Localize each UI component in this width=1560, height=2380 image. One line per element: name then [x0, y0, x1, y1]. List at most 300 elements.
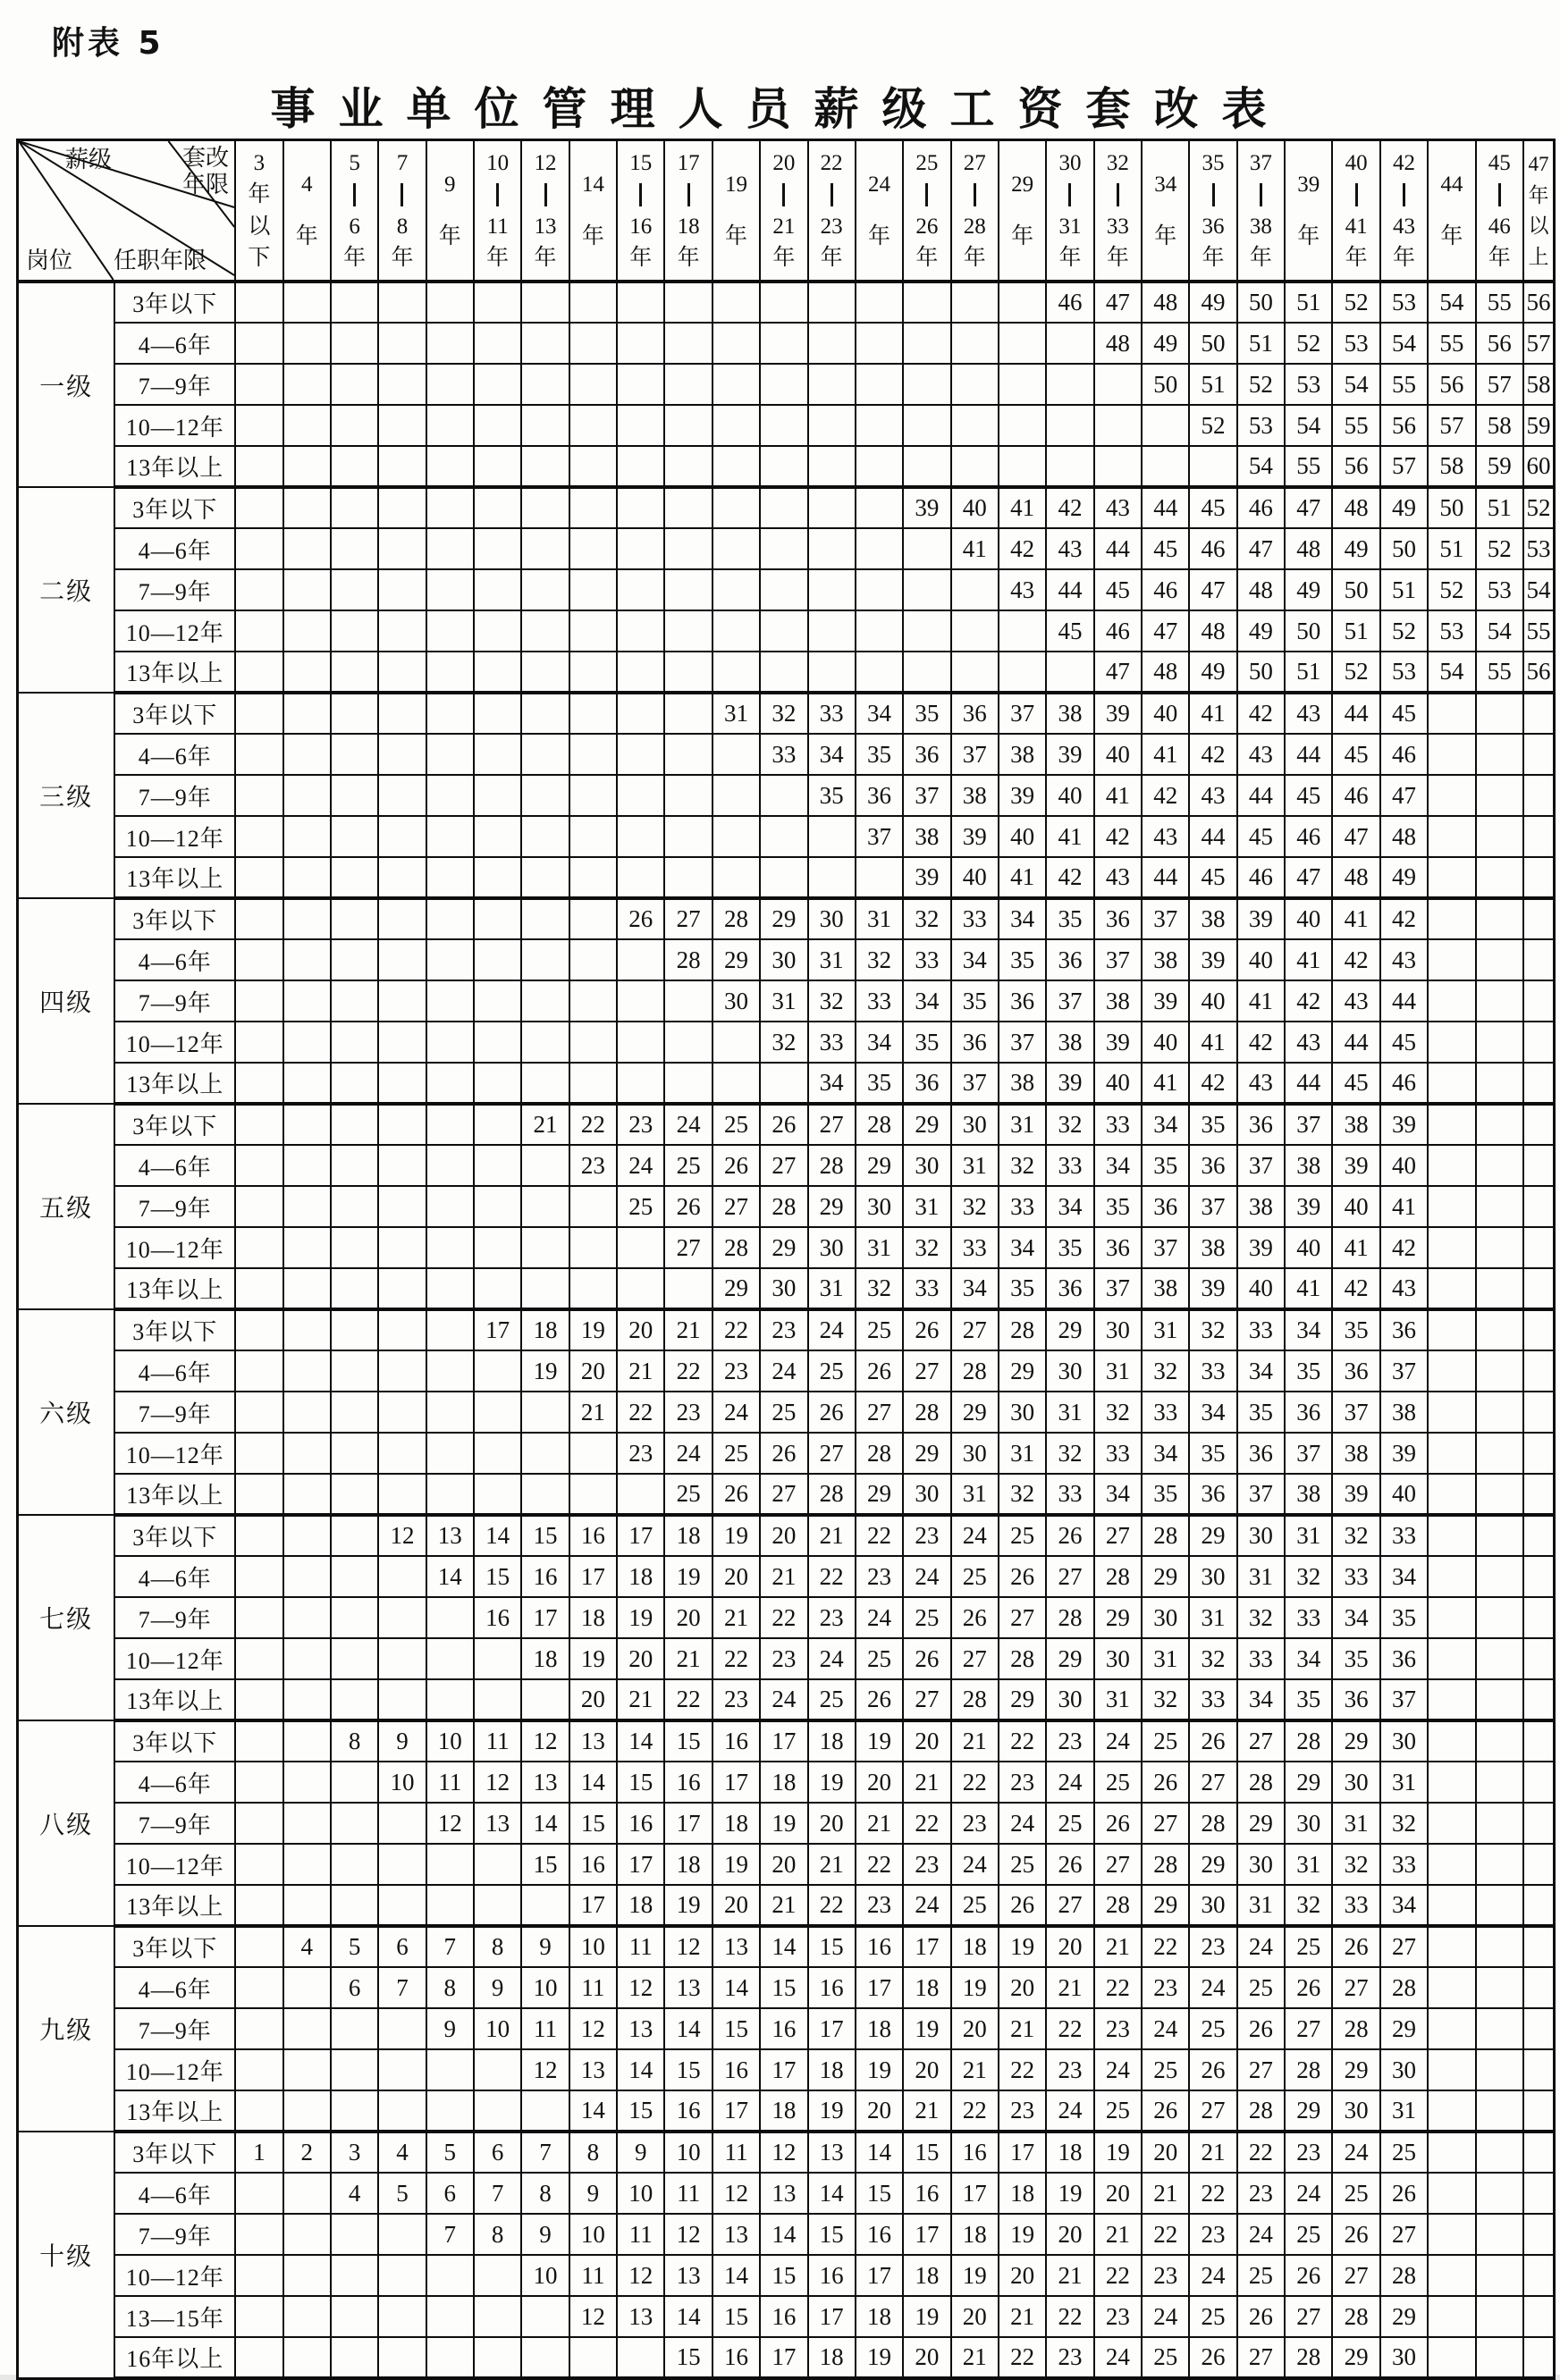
grade-cell [903, 282, 950, 323]
range-dash [1403, 183, 1405, 206]
grade-cell [474, 364, 521, 405]
grade-cell [521, 282, 569, 323]
range-dash [1498, 183, 1501, 206]
grade-cell [951, 282, 999, 323]
grade-cell [1428, 2049, 1475, 2090]
column-header-line: 年 [1488, 246, 1511, 270]
diagonal-corner-cell [18, 140, 236, 282]
grade-cell: 30 [951, 1433, 999, 1474]
grade-cell [283, 405, 331, 446]
grade-cell [235, 1515, 282, 1556]
grade-cell: 11 [569, 2255, 617, 2296]
column-header-line: 3 [253, 151, 266, 176]
grade-cell [1476, 1967, 1523, 2008]
column-header-line: 39 [1297, 172, 1320, 197]
grade-cell: 24 [664, 1104, 712, 1145]
grade-cell: 30 [1380, 2337, 1428, 2378]
grade-cell: 34 [999, 898, 1046, 939]
grade-cell [426, 1679, 474, 1720]
grade-cell: 27 [1237, 2337, 1285, 2378]
grade-cell: 25 [1237, 1967, 1285, 2008]
grade-cell: 44 [1380, 980, 1428, 1022]
grade-cell: 28 [1189, 1803, 1236, 1844]
grade-cell: 11 [521, 2008, 569, 2049]
grade-cell: 48 [1332, 857, 1379, 898]
grade-cell: 19 [903, 2008, 950, 2049]
grade-cell: 40 [1046, 775, 1093, 816]
grade-cell: 39 [1046, 734, 1093, 775]
grade-cell: 27 [713, 1186, 760, 1227]
grade-cell [760, 1063, 807, 1104]
grade-cell: 14 [569, 1762, 617, 1803]
grade-cell [474, 569, 521, 610]
grade-cell [474, 446, 521, 487]
grade-cell [903, 610, 950, 652]
table-row [18, 693, 1555, 734]
position-level-cell: 七级 [18, 1515, 115, 1720]
column-header-line: 以 [248, 214, 271, 239]
grade-cell [378, 610, 426, 652]
grade-cell: 11 [569, 1967, 617, 2008]
grade-cell [808, 323, 856, 364]
grade-cell: 42 [1046, 487, 1093, 528]
grade-cell [331, 282, 378, 323]
grade-cell: 59 [1523, 405, 1555, 446]
grade-cell [378, 652, 426, 693]
grade-cell: 28 [1237, 2090, 1285, 2132]
grade-cell: 26 [1046, 1844, 1093, 1885]
grade-cell: 43 [999, 569, 1046, 610]
grade-cell: 41 [1189, 693, 1236, 734]
grade-cell: 46 [1189, 528, 1236, 569]
grade-cell: 24 [664, 1433, 712, 1474]
grade-cell [664, 282, 712, 323]
grade-cell: 21 [760, 1556, 807, 1597]
grade-cell: 49 [1332, 528, 1379, 569]
grade-cell: 47 [1142, 610, 1189, 652]
grade-cell: 37 [1237, 1145, 1285, 1186]
grade-cell: 54 [1237, 446, 1285, 487]
grade-cell [474, 1268, 521, 1309]
grade-cell: 15 [617, 1762, 664, 1803]
grade-cell [1476, 1104, 1523, 1145]
grade-cell: 23 [1046, 2049, 1093, 2090]
grade-cell [474, 1433, 521, 1474]
grade-cell: 20 [760, 1844, 807, 1885]
grade-cell: 31 [1332, 1803, 1379, 1844]
tenure-cell: 13年以上 [114, 1679, 235, 1720]
grade-cell [664, 487, 712, 528]
grade-cell [1476, 1186, 1523, 1227]
grade-cell: 48 [1142, 282, 1189, 323]
grade-cell: 18 [808, 2337, 856, 2378]
grade-cell [1523, 1104, 1555, 1145]
grade-cell: 26 [951, 1597, 999, 1638]
grade-cell [1523, 939, 1555, 980]
grade-cell: 33 [1380, 1515, 1428, 1556]
grade-cell: 22 [808, 1556, 856, 1597]
grade-cell [856, 652, 903, 693]
grade-cell: 23 [1237, 2173, 1285, 2214]
grade-cell: 18 [760, 2090, 807, 2132]
grade-cell [664, 1063, 712, 1104]
grade-cell [999, 323, 1046, 364]
grade-cell [378, 2255, 426, 2296]
grade-cell [521, 1186, 569, 1227]
grade-cell: 19 [808, 1762, 856, 1803]
grade-cell: 9 [521, 2214, 569, 2255]
grade-cell: 23 [1285, 2132, 1332, 2173]
column-header-line: 年 [1249, 246, 1272, 270]
grade-cell: 41 [1142, 1063, 1189, 1104]
grade-cell [283, 1350, 331, 1392]
grade-cell [1428, 1063, 1475, 1104]
grade-cell: 21 [1094, 2214, 1142, 2255]
grade-cell [378, 2214, 426, 2255]
grade-cell [426, 487, 474, 528]
grade-cell: 24 [856, 1597, 903, 1638]
grade-cell [331, 446, 378, 487]
grade-cell: 58 [1523, 364, 1555, 405]
grade-cell [856, 282, 903, 323]
grade-cell: 55 [1380, 364, 1428, 405]
grade-cell [713, 816, 760, 857]
grade-cell: 39 [1332, 1145, 1379, 1186]
grade-cell [331, 1638, 378, 1679]
grade-cell: 37 [1142, 898, 1189, 939]
grade-cell: 38 [1285, 1145, 1332, 1186]
grade-cell: 7 [426, 2214, 474, 2255]
grade-cell [378, 446, 426, 487]
grade-cell [283, 1268, 331, 1309]
table-row [18, 1556, 1555, 1597]
grade-cell [426, 734, 474, 775]
grade-cell: 14 [713, 2255, 760, 2296]
column-header-line: 年 [534, 246, 557, 270]
corner-tenure-years-label: 任职年限 [114, 248, 207, 274]
grade-cell: 50 [1237, 652, 1285, 693]
grade-cell: 22 [664, 1679, 712, 1720]
grade-cell: 54 [1285, 405, 1332, 446]
grade-cell [474, 1638, 521, 1679]
grade-cell [1476, 1720, 1523, 1762]
grade-cell [378, 2337, 426, 2378]
grade-cell: 33 [1046, 1474, 1093, 1515]
grade-cell [235, 939, 282, 980]
grade-cell: 17 [808, 2008, 856, 2049]
grade-cell: 24 [760, 1350, 807, 1392]
grade-cell [426, 980, 474, 1022]
grade-cell: 54 [1523, 569, 1555, 610]
grade-cell: 12 [760, 2132, 807, 2173]
grade-cell: 22 [617, 1392, 664, 1433]
grade-cell [617, 857, 664, 898]
grade-cell: 53 [1332, 323, 1379, 364]
grade-cell: 29 [1332, 2337, 1379, 2378]
grade-cell: 46 [1380, 734, 1428, 775]
grade-cell: 27 [1380, 2214, 1428, 2255]
grade-cell: 32 [1237, 1597, 1285, 1638]
grade-cell [426, 652, 474, 693]
grade-cell: 15 [760, 1967, 807, 2008]
column-header-line: 年 [248, 182, 271, 207]
grade-cell: 20 [903, 2337, 950, 2378]
grade-cell: 41 [951, 528, 999, 569]
grade-cell: 18 [903, 1967, 950, 2008]
grade-cell: 31 [951, 1474, 999, 1515]
grade-cell: 56 [1428, 364, 1475, 405]
grade-cell: 23 [1189, 1926, 1236, 1967]
grade-cell [331, 734, 378, 775]
grade-cell: 24 [1285, 2173, 1332, 2214]
tenure-cell: 10—12年 [114, 1227, 235, 1268]
grade-cell [1476, 898, 1523, 939]
grade-cell: 16 [521, 1556, 569, 1597]
column-header-line: 年 [1440, 224, 1463, 249]
tenure-cell: 3年以下 [114, 1309, 235, 1350]
grade-cell [331, 1350, 378, 1392]
grade-cell: 15 [713, 2296, 760, 2337]
grade-cell: 44 [1285, 734, 1332, 775]
grade-cell: 24 [999, 1803, 1046, 1844]
grade-cell [378, 1885, 426, 1926]
grade-cell: 13 [713, 1926, 760, 1967]
grade-cell [569, 528, 617, 569]
grade-cell: 8 [569, 2132, 617, 2173]
grade-cell [569, 980, 617, 1022]
column-header [664, 140, 712, 282]
grade-cell [426, 405, 474, 446]
grade-cell: 26 [1142, 1762, 1189, 1803]
grade-cell: 39 [1142, 980, 1189, 1022]
grade-cell: 31 [999, 1433, 1046, 1474]
grade-cell: 43 [1332, 980, 1379, 1022]
tenure-cell: 7—9年 [114, 775, 235, 816]
grade-cell: 53 [1380, 282, 1428, 323]
grade-cell [760, 487, 807, 528]
grade-cell: 24 [1046, 1762, 1093, 1803]
grade-cell: 23 [664, 1392, 712, 1433]
grade-cell: 26 [1237, 2296, 1285, 2337]
grade-cell [331, 323, 378, 364]
grade-cell [664, 816, 712, 857]
grade-cell: 22 [856, 1844, 903, 1885]
grade-cell: 2 [283, 2132, 331, 2173]
table-row [18, 610, 1555, 652]
grade-cell [283, 364, 331, 405]
grade-cell [569, 1433, 617, 1474]
grade-cell: 38 [1094, 980, 1142, 1022]
position-level-cell: 五级 [18, 1104, 115, 1309]
grade-cell [1523, 1022, 1555, 1063]
grade-cell: 12 [664, 1926, 712, 1967]
range-dash [1260, 183, 1262, 206]
grade-cell: 33 [1189, 1350, 1236, 1392]
grade-cell [1142, 446, 1189, 487]
grade-cell: 50 [1380, 528, 1428, 569]
grade-cell [999, 446, 1046, 487]
grade-cell [664, 364, 712, 405]
grade-cell: 20 [713, 1556, 760, 1597]
grade-cell [283, 2173, 331, 2214]
grade-cell: 20 [951, 2296, 999, 2337]
grade-cell: 37 [1142, 1227, 1189, 1268]
grade-cell [331, 693, 378, 734]
grade-cell [283, 1104, 331, 1145]
grade-cell: 55 [1428, 323, 1475, 364]
grade-cell: 33 [808, 693, 856, 734]
table-row [18, 2173, 1555, 2214]
grade-cell: 22 [999, 2337, 1046, 2378]
grade-cell [1523, 1844, 1555, 1885]
grade-cell: 41 [1285, 1268, 1332, 1309]
grade-cell [378, 939, 426, 980]
grade-cell: 23 [760, 1638, 807, 1679]
grade-cell: 47 [1237, 528, 1285, 569]
grade-cell: 32 [1332, 1844, 1379, 1885]
grade-cell: 37 [1332, 1392, 1379, 1433]
grade-cell: 26 [713, 1474, 760, 1515]
grade-cell [283, 1474, 331, 1515]
grade-cell: 45 [1380, 693, 1428, 734]
grade-cell: 17 [903, 1926, 950, 1967]
grade-cell [569, 898, 617, 939]
grade-cell: 10 [617, 2173, 664, 2214]
table-row [18, 1638, 1555, 1679]
grade-cell [1428, 1474, 1475, 1515]
grade-cell [378, 857, 426, 898]
grade-cell: 28 [1094, 1556, 1142, 1597]
grade-cell [1523, 2255, 1555, 2296]
tenure-cell: 7—9年 [114, 2008, 235, 2049]
grade-cell [331, 1268, 378, 1309]
grade-cell: 28 [1332, 2008, 1379, 2049]
grade-cell [1523, 1762, 1555, 1803]
position-level-cell: 六级 [18, 1309, 115, 1515]
grade-cell [1428, 1392, 1475, 1433]
grade-cell [426, 1186, 474, 1227]
grade-cell: 57 [1380, 446, 1428, 487]
grade-cell: 32 [856, 1268, 903, 1309]
grade-cell: 29 [856, 1145, 903, 1186]
grade-cell [283, 569, 331, 610]
grade-cell [378, 1022, 426, 1063]
tenure-cell: 3年以下 [114, 487, 235, 528]
column-header-line: 14 [581, 172, 604, 197]
grade-cell: 22 [569, 1104, 617, 1145]
grade-cell: 30 [1237, 1844, 1285, 1885]
grade-cell [1523, 1268, 1555, 1309]
grade-cell [378, 1063, 426, 1104]
grade-cell [378, 693, 426, 734]
column-header-line: 年 [1297, 224, 1320, 249]
grade-cell: 43 [1237, 734, 1285, 775]
column-header-line: 26 [915, 214, 939, 239]
grade-cell: 16 [808, 1967, 856, 2008]
grade-cell: 9 [474, 1967, 521, 2008]
grade-cell: 21 [1142, 2173, 1189, 2214]
grade-cell [474, 2049, 521, 2090]
table-row [18, 1392, 1555, 1433]
grade-cell [283, 1022, 331, 1063]
grade-cell: 16 [856, 2214, 903, 2255]
grade-cell [474, 939, 521, 980]
grade-cell [1046, 652, 1093, 693]
grade-cell: 42 [1332, 1268, 1379, 1309]
grade-cell [378, 569, 426, 610]
grade-cell [999, 364, 1046, 405]
grade-cell: 24 [808, 1309, 856, 1350]
grade-cell: 28 [1285, 1720, 1332, 1762]
grade-cell [235, 1227, 282, 1268]
grade-cell [474, 898, 521, 939]
grade-cell: 40 [999, 816, 1046, 857]
column-header [1285, 140, 1332, 282]
grade-cell [713, 775, 760, 816]
grade-cell [617, 487, 664, 528]
grade-cell: 40 [1094, 734, 1142, 775]
grade-cell: 36 [951, 693, 999, 734]
grade-cell: 31 [1094, 1679, 1142, 1720]
grade-cell: 7 [378, 1967, 426, 2008]
column-header [1476, 140, 1523, 282]
grade-cell: 31 [1380, 1762, 1428, 1803]
grade-cell [235, 2337, 282, 2378]
column-header [951, 140, 999, 282]
grade-cell: 31 [1142, 1638, 1189, 1679]
tenure-cell: 4—6年 [114, 1556, 235, 1597]
grade-cell [521, 1145, 569, 1186]
range-dash [925, 183, 928, 206]
grade-cell: 37 [1380, 1679, 1428, 1720]
grade-cell: 22 [1094, 2255, 1142, 2296]
grade-cell: 52 [1189, 405, 1236, 446]
grade-cell [283, 898, 331, 939]
grade-cell: 18 [856, 2296, 903, 2337]
grade-cell: 15 [617, 2090, 664, 2132]
column-header [426, 140, 474, 282]
grade-cell [235, 2214, 282, 2255]
grade-cell: 45 [1142, 528, 1189, 569]
grade-cell: 17 [713, 1762, 760, 1803]
grade-cell: 25 [1237, 2255, 1285, 2296]
grade-cell: 36 [1332, 1679, 1379, 1720]
grade-cell [521, 1474, 569, 1515]
grade-cell: 54 [1380, 323, 1428, 364]
tenure-cell: 13年以上 [114, 652, 235, 693]
grade-cell: 16 [664, 1762, 712, 1803]
tenure-cell: 10—12年 [114, 610, 235, 652]
grade-cell: 30 [1094, 1638, 1142, 1679]
grade-cell: 41 [1094, 775, 1142, 816]
column-header-line: 年 [1154, 224, 1177, 249]
grade-cell: 51 [1285, 282, 1332, 323]
grade-cell: 22 [951, 2090, 999, 2132]
table-row [18, 1967, 1555, 2008]
grade-cell [1523, 1145, 1555, 1186]
grade-cell [378, 775, 426, 816]
grade-cell [521, 857, 569, 898]
grade-cell [1428, 857, 1475, 898]
grade-cell: 39 [1332, 1474, 1379, 1515]
grade-cell: 54 [1476, 610, 1523, 652]
grade-cell: 36 [1046, 1268, 1093, 1309]
column-header-line: 年 [677, 246, 700, 270]
grade-cell [1046, 446, 1093, 487]
grade-cell: 34 [1094, 1474, 1142, 1515]
grade-cell [569, 775, 617, 816]
grade-cell: 15 [808, 1926, 856, 1967]
